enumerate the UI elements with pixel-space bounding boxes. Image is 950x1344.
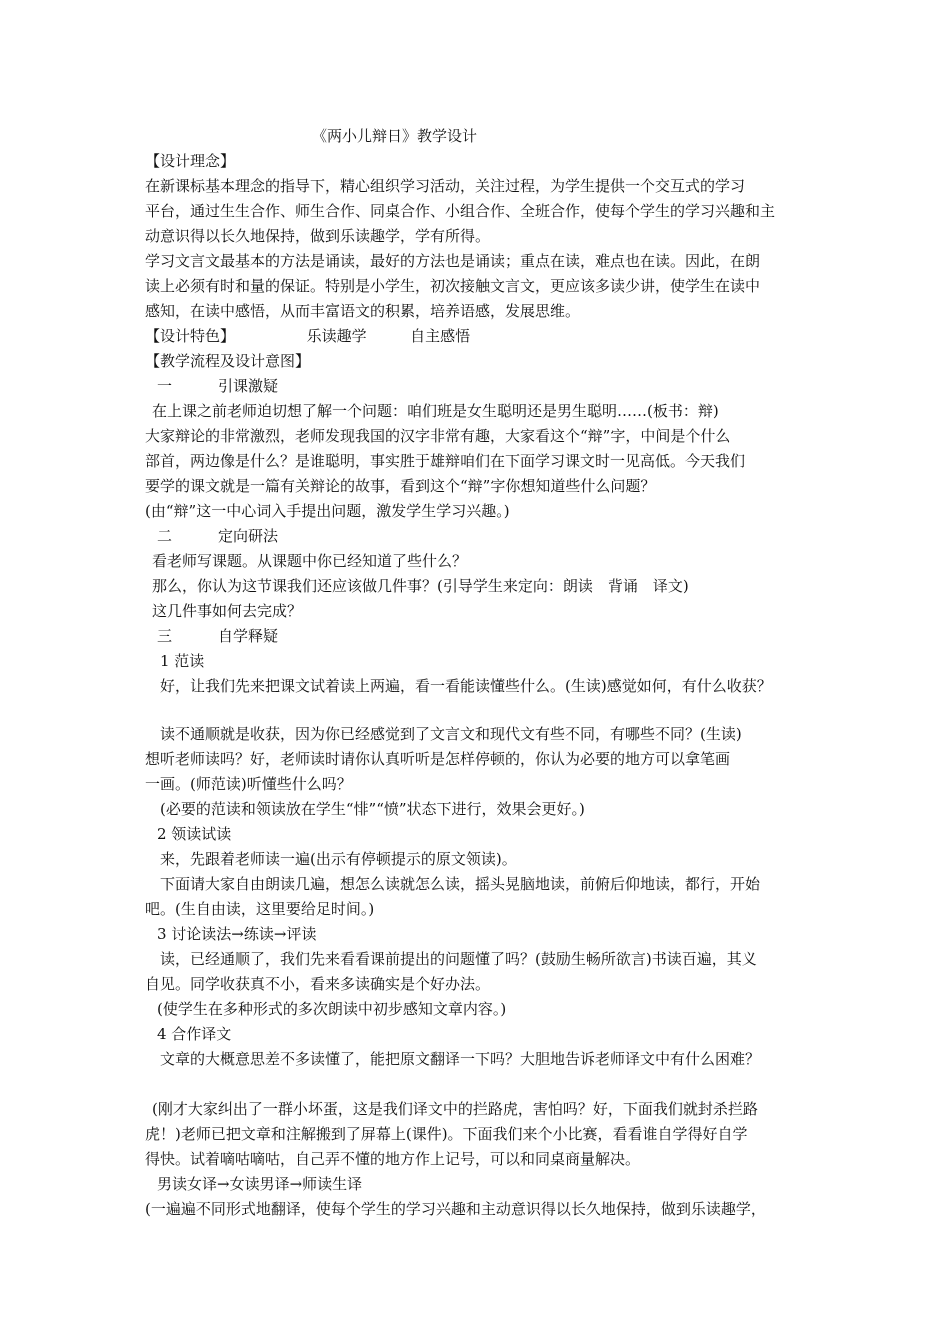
paragraph-line: 那么，你认为这节课我们还应该做几件事？(引导学生来定向：朗读 背诵 译文) — [152, 577, 689, 595]
design-intent-note: (使学生在多种形式的多次朗读中初步感知文章内容。) — [157, 1000, 507, 1018]
sub-heading: 3 讨论读法→练读→评读 — [157, 925, 317, 943]
paragraph-line: 在新课标基本理念的指导下，精心组织学习活动，关注过程，为学生提供一个交互式的学习 — [145, 177, 746, 195]
sub-heading: 2 领读试读 — [157, 825, 232, 843]
paragraph-line: 男读女译→女读男译→师读生译 — [157, 1175, 363, 1193]
paragraph-line: 要学的课文就是一篇有关辩论的故事，看到这个“辩”字你想知道些什么问题？ — [145, 477, 656, 495]
feature-item: 乐读趣学 — [306, 327, 367, 345]
paragraph-line: 大家辩论的非常激烈，老师发现我国的汉字非常有趣，大家看这个“辩”字，中间是个什么 — [145, 427, 731, 445]
step-number: 三 — [157, 627, 173, 645]
paragraph-line: 在上课之前老师迫切想了解一个问题：咱们班是女生聪明还是男生聪明……(板书：辩) — [152, 402, 719, 420]
section-heading-flow: 【教学流程及设计意图】 — [145, 352, 311, 370]
feature-item: 自主感悟 — [410, 327, 471, 345]
paragraph-line: 自见。同学收获真不小，看来多读确实是个好办法。 — [145, 975, 491, 993]
paragraph-line: 看老师写课题。从课题中你已经知道了些什么？ — [152, 552, 468, 570]
step-number: 二 — [157, 527, 173, 545]
paragraph-line: 虎！)老师已把文章和注解搬到了屏幕上(课件)。下面我们来个小比赛，看看谁自学得好自学 — [145, 1125, 748, 1143]
paragraph-line: 文章的大概意思差不多读懂了，能把原文翻译一下吗？大胆地告诉老师译文中有什么困难？ — [160, 1050, 761, 1068]
paragraph-line: 动意识得以长久地保持，做到乐读趣学，学有所得。 — [145, 227, 491, 245]
step-heading — [157, 374, 278, 398]
features-line — [145, 324, 470, 348]
paragraph-line: 好，让我们先来把课文试着读上两遍，看一看能读懂些什么。(生读)感觉如何，有什么收获？ — [160, 677, 772, 695]
step-title: 引课激疑 — [218, 377, 279, 395]
step-heading — [157, 524, 278, 548]
paragraph-line: (刚才大家纠出了一群小坏蛋，这是我们译文中的拦路虎，害怕吗？好，下面我们就封杀拦路 — [152, 1100, 758, 1118]
design-intent-note: (由“辩”这一中心词入手提出问题，激发学生学习兴趣。) — [145, 502, 510, 520]
paragraph-line: 下面请大家自由朗读几遍，想怎么读就怎么读，摇头晃脑地读，前俯后仰地读，都行，开始 — [160, 875, 761, 893]
paragraph-line: 一画。(师范读)听懂些什么吗？ — [145, 775, 352, 793]
step-heading — [157, 624, 278, 648]
paragraph-line: 来，先跟着老师读一遍(出示有停顿提示的原文领读)。 — [160, 850, 517, 868]
paragraph-line: 读，已经通顺了，我们先来看看课前提出的问题懂了吗？(鼓励生畅所欲言)书读百遍，其义 — [160, 950, 757, 968]
paragraph-line: 学习文言文最基本的方法是诵读，最好的方法也是诵读；重点在读，难点也在读。因此，在朗 — [145, 252, 761, 270]
section-heading-concept: 【设计理念】 — [145, 152, 236, 170]
paragraph-line: 读不通顺就是收获，因为你已经感觉到了文言文和现代文有些不同，有哪些不同？(生读) — [160, 725, 742, 743]
paragraph-line: 得快。试着嘀咕嘀咕，自己弄不懂的地方作上记号，可以和同桌商量解决。 — [145, 1150, 641, 1168]
paragraph-line: 吧。(生自由读，这里要给足时间。) — [145, 900, 375, 918]
paragraph-line: 感知，在读中感悟，从而丰富语文的积累，培养语感，发展思维。 — [145, 302, 581, 320]
paragraph-line: 这几件事如何去完成？ — [152, 602, 303, 620]
sub-heading: 4 合作译文 — [157, 1025, 232, 1043]
design-intent-note: (必要的范读和领读放在学生“悱”“愤”状态下进行，效果会更好。) — [160, 800, 585, 818]
sub-heading: 1 范读 — [160, 652, 205, 670]
paragraph-line: 想听老师读吗？好，老师读时请你认真听听是怎样停顿的，你认为必要的地方可以拿笔画 — [145, 750, 731, 768]
design-intent-note: (一遍遍不同形式地翻译，使每个学生的学习兴趣和主动意识得以长久地保持，做到乐读趣学， — [145, 1200, 766, 1218]
document-title: 《两小儿辩日》教学设计 — [312, 127, 478, 145]
paragraph-line: 部首，两边像是什么？是谁聪明，事实胜于雄辩咱们在下面学习课文时一见高低。今天我们 — [145, 452, 746, 470]
step-number: 一 — [157, 377, 173, 395]
step-title: 自学释疑 — [218, 627, 279, 645]
section-heading-features: 【设计特色】 — [145, 327, 236, 345]
step-title: 定向研法 — [218, 527, 279, 545]
paragraph-line: 平台，通过生生合作、师生合作、同桌合作、小组合作、全班合作，使每个学生的学习兴趣和主 — [145, 202, 776, 220]
paragraph-line: 读上必须有时和量的保证。特别是小学生，初次接触文言文，更应该多读少讲，使学生在读中 — [145, 277, 761, 295]
